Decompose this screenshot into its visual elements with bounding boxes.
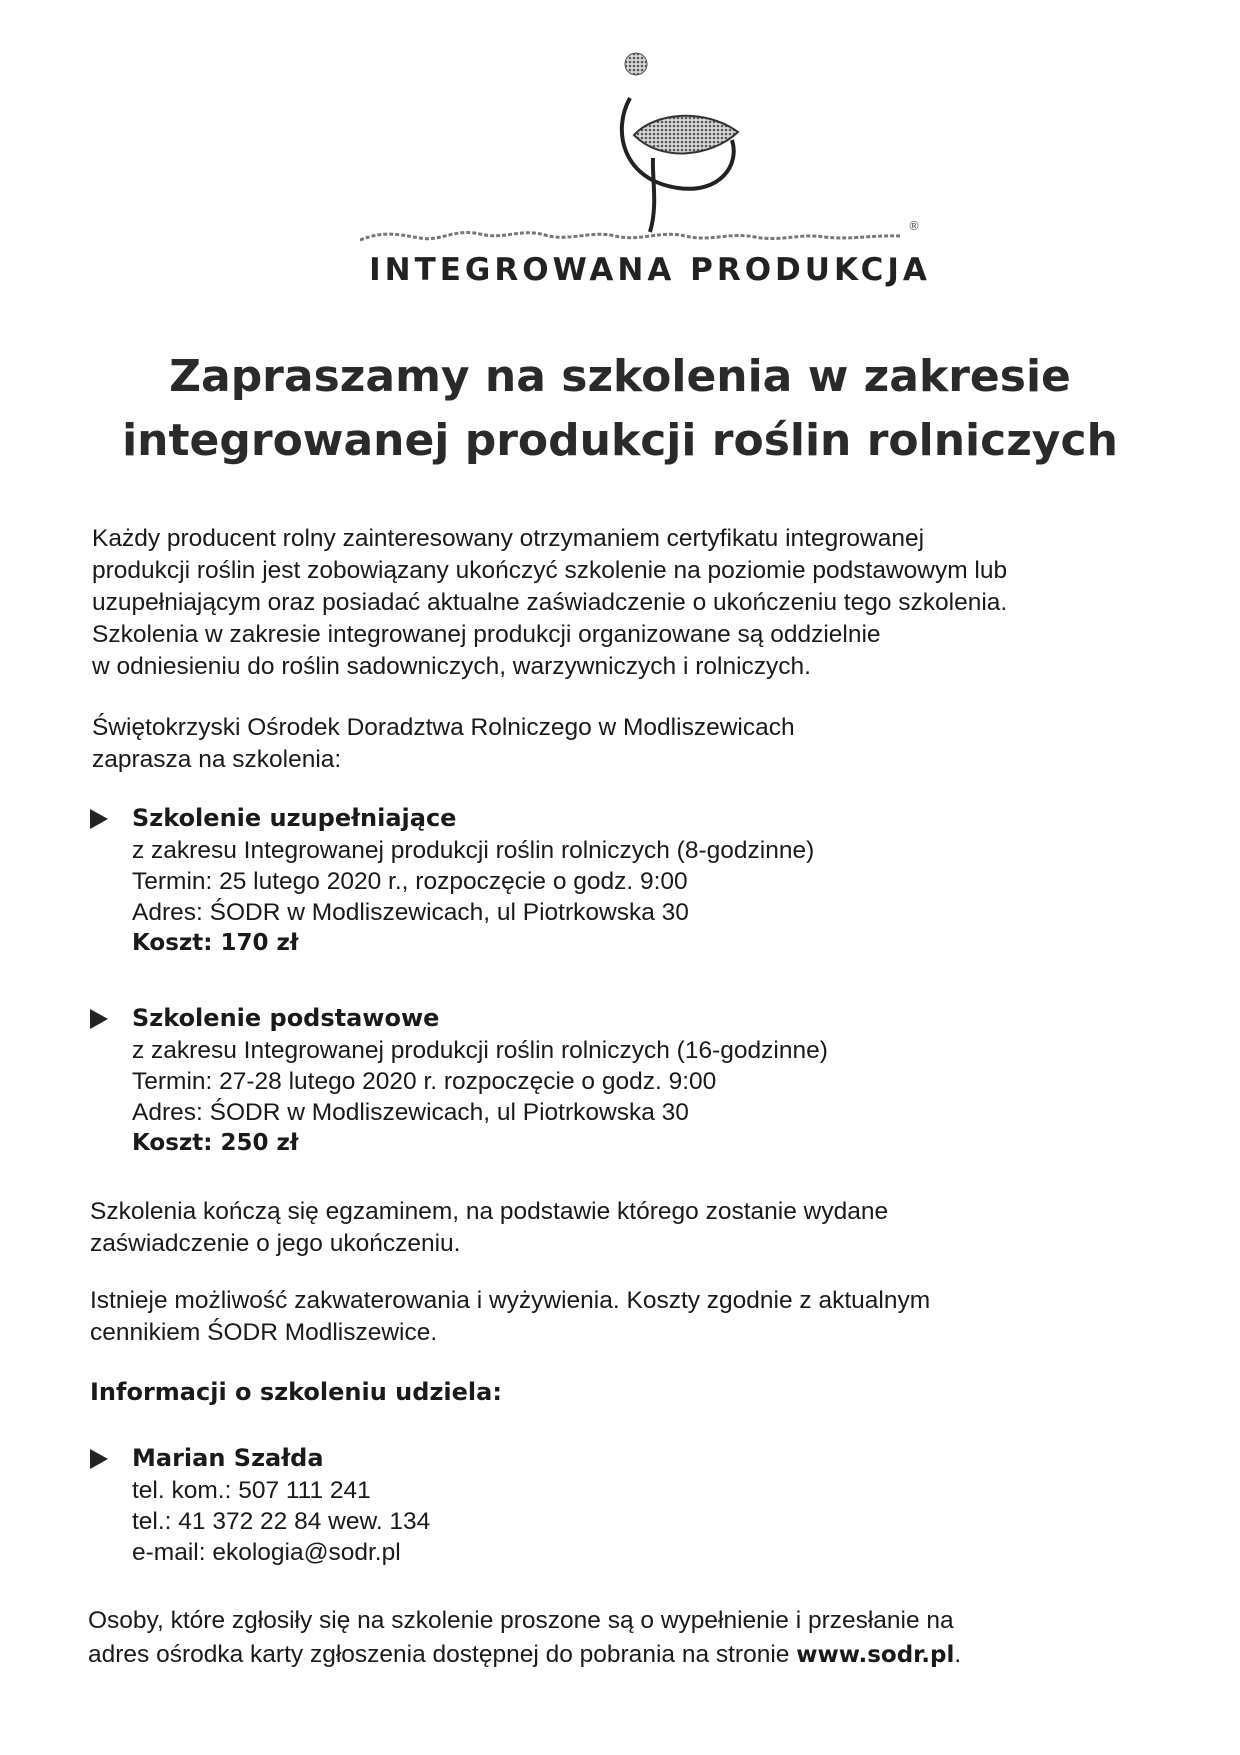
footer-line-2 <box>88 1638 1168 1672</box>
organizer-paragraph <box>92 712 1172 776</box>
website-link[interactable]: www.sodr.pl <box>796 1642 955 1668</box>
title-line-2: integrowanej produkcji roślin rolniczych <box>122 415 1118 466</box>
organizer-line: zaprasza na szkolenia: <box>92 746 342 773</box>
logo <box>360 40 940 300</box>
bullet-arrow-icon <box>90 1009 108 1029</box>
contact-email: e-mail: ekologia@sodr.pl <box>132 1539 401 1566</box>
exam-line: Szkolenia kończą się egzaminem, na podstawie którego zostanie wydane <box>90 1198 889 1225</box>
accommodation-line: cennikiem ŚODR Modliszewice. <box>90 1319 438 1346</box>
bullet-arrow-icon <box>90 809 108 829</box>
training-details <box>132 1035 828 1159</box>
contact-name: Marian Szałda <box>132 1444 324 1472</box>
contact-phone: tel.: 41 372 22 84 wew. 134 <box>132 1508 431 1535</box>
intro-line: w odniesieniu do roślin sadowniczych, warzywniczych i rolniczych. <box>92 653 811 680</box>
footer-line-2-text: adres ośrodka karty zgłoszenia dostępnej do pobrania na stronie <box>88 1641 797 1668</box>
organizer-line: Świętokrzyski Ośrodek Doradztwa Rolniczego w Modliszewicach <box>92 714 795 741</box>
logo-text: INTEGROWANA PRODUKCJA <box>369 252 931 288</box>
training-scope: z zakresu Integrowanej produkcji roślin rolniczych (16-godzinne) <box>132 1037 828 1064</box>
exam-paragraph <box>90 1196 1170 1260</box>
training-name: Szkolenie uzupełniające <box>132 804 457 832</box>
accommodation-paragraph <box>90 1285 1170 1349</box>
footer-period: . <box>954 1641 962 1668</box>
intro-line: Każdy producent rolny zainteresowany otrzymaniem certyfikatu integrowanej <box>92 525 925 552</box>
accommodation-line: Istnieje możliwość zakwaterowania i wyżywienia. Koszty zgodnie z aktualnym <box>90 1287 931 1314</box>
training-date: Termin: 25 lutego 2020 r., rozpoczęcie o godz. 9:00 <box>132 868 688 895</box>
title-line-1: Zapraszamy na szkolenia w zakresie <box>169 351 1071 402</box>
integrated-production-leaf-icon <box>360 40 940 260</box>
training-cost: Koszt: 250 zł <box>132 1130 299 1156</box>
contact-details <box>132 1475 430 1568</box>
training-name: Szkolenie podstawowe <box>132 1004 440 1032</box>
intro-line: produkcji roślin jest zobowiązany ukończyć szkolenie na poziomie podstawowym lub <box>92 557 1008 584</box>
training-date: Termin: 27-28 lutego 2020 r. rozpoczęcie o godz. 9:00 <box>132 1068 717 1095</box>
exam-line: zaświadczenie o jego ukończeniu. <box>90 1230 461 1257</box>
intro-line: uzupełniającym oraz posiadać aktualne zaświadczenie o ukończeniu tego szkolenia. <box>92 589 1008 616</box>
training-address: Adres: ŚODR w Modliszewicach, ul Piotrkowska 30 <box>132 1099 689 1126</box>
footer-paragraph <box>88 1604 1168 1672</box>
training-address: Adres: ŚODR w Modliszewicach, ul Piotrkowska 30 <box>132 899 689 926</box>
intro-line: Szkolenia w zakresie integrowanej produkcji organizowane są oddzielnie <box>92 621 881 648</box>
intro-paragraph <box>92 523 1172 683</box>
bullet-arrow-icon <box>90 1449 108 1469</box>
info-heading: Informacji o szkoleniu udziela: <box>90 1378 502 1406</box>
training-details <box>132 835 814 959</box>
footer-line-1: Osoby, które zgłosiły się na szkolenie proszone są o wypełnienie i przesłanie na <box>88 1607 954 1634</box>
training-scope: z zakresu Integrowanej produkcji roślin rolniczych (8-godzinne) <box>132 837 815 864</box>
contact-mobile: tel. kom.: 507 111 241 <box>132 1477 371 1504</box>
page-title <box>60 345 1180 473</box>
registered-mark: ® <box>908 219 920 233</box>
training-cost: Koszt: 170 zł <box>132 930 299 956</box>
